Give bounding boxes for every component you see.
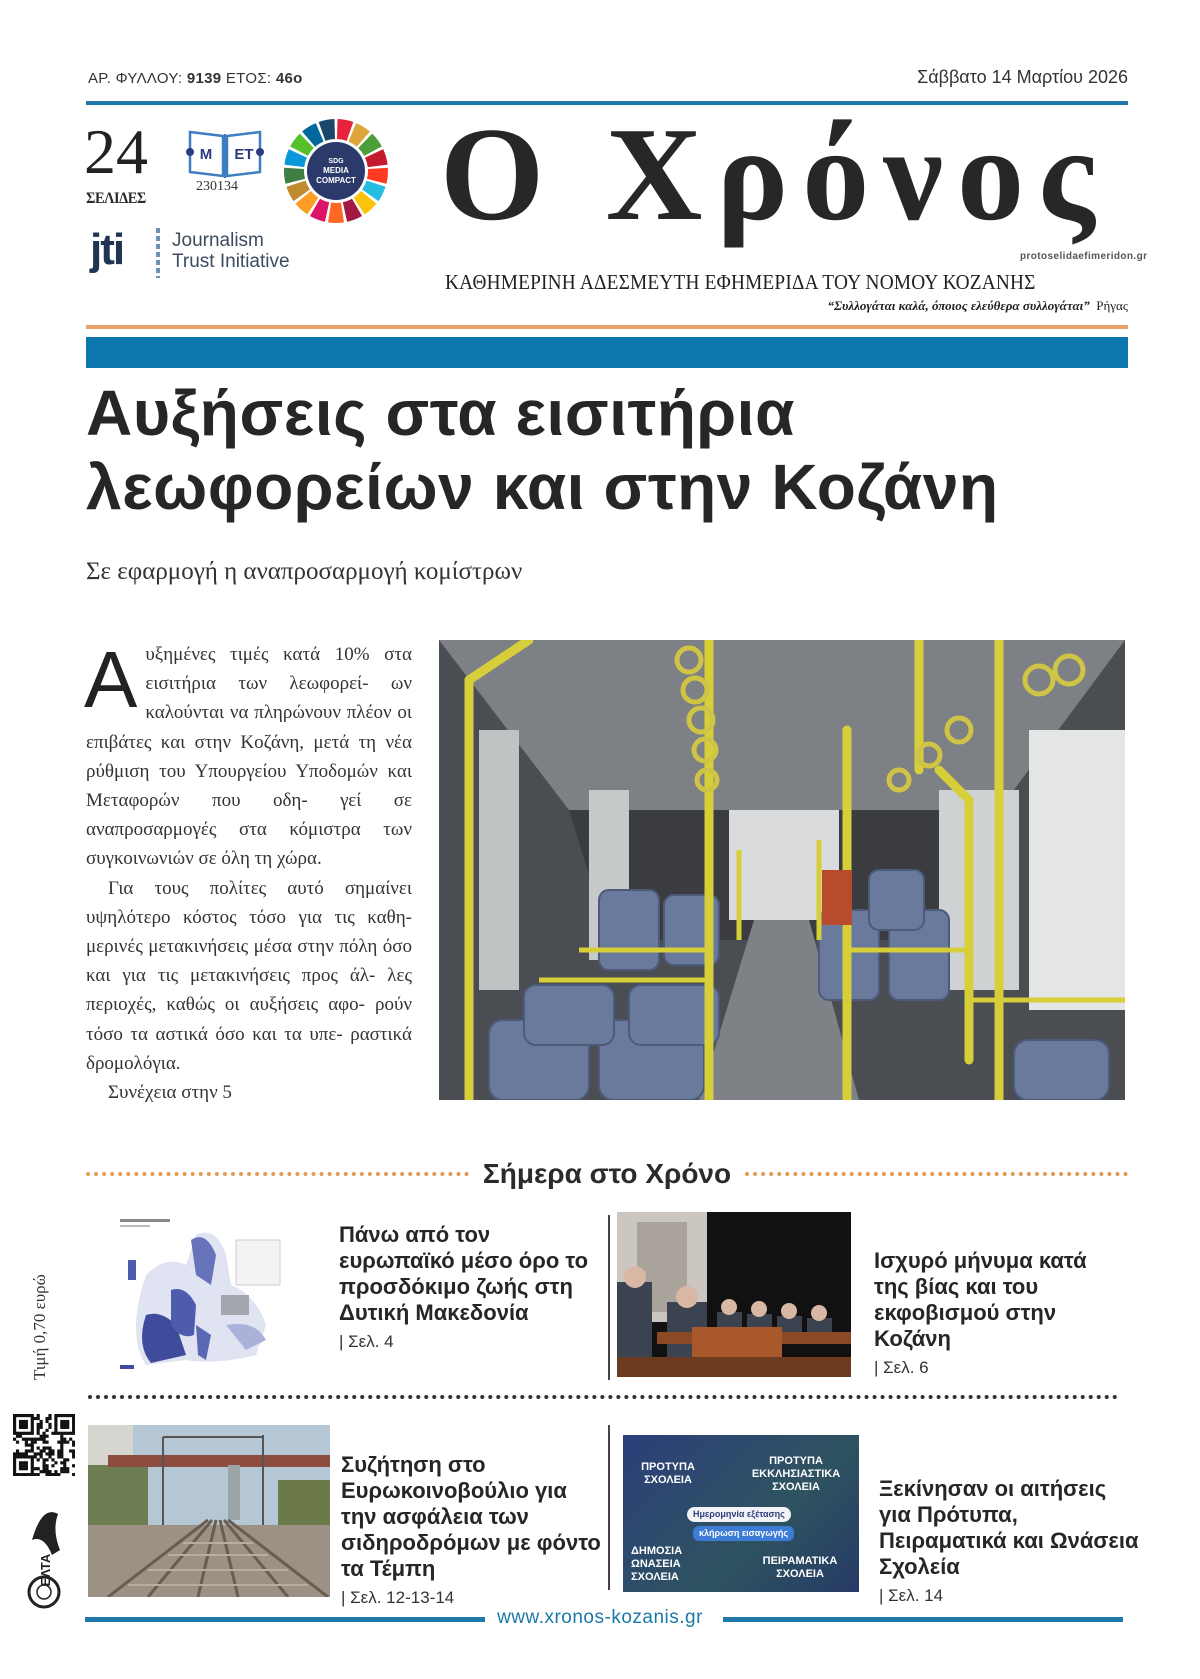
qr-module (60, 1426, 63, 1429)
qr-module (37, 1446, 40, 1449)
qr-module (22, 1467, 25, 1470)
qr-module (19, 1452, 22, 1455)
qr-module (19, 1432, 22, 1435)
qr-module (63, 1414, 66, 1417)
blue-banner-bar (86, 337, 1128, 368)
masthead-logo: Ο Χρόνος (440, 100, 1109, 248)
tagline: ΚΑΘΗΜΕΡΙΝΗ ΑΔΕΣΜΕΥΤΗ ΕΦΗΜΕΡΙΔΑ ΤΟΥ ΝΟΜΟΥ ΚΟΖΑΝΗΣ (445, 270, 1036, 294)
qr-module (43, 1438, 46, 1441)
qr-module (60, 1414, 63, 1417)
qr-module (16, 1435, 19, 1438)
qr-module (48, 1452, 51, 1455)
sdg-logo-text: SDG (328, 158, 344, 165)
qr-module (31, 1438, 34, 1441)
qr-module (60, 1446, 63, 1449)
qr-module (13, 1414, 16, 1417)
qr-module (34, 1473, 37, 1476)
qr-module (13, 1432, 16, 1435)
qr-module (43, 1441, 46, 1444)
qr-module (19, 1455, 22, 1458)
qr-module (13, 1426, 16, 1429)
qr-module (19, 1435, 22, 1438)
dotted-divider (86, 1172, 469, 1176)
qr-module (25, 1441, 28, 1444)
qr-module (16, 1432, 19, 1435)
qr-module (37, 1429, 40, 1432)
qr-module (54, 1426, 57, 1429)
qr-module (25, 1420, 28, 1423)
qr-module (22, 1432, 25, 1435)
qr-module (43, 1458, 46, 1461)
continued-link[interactable]: Συνέχεια στην 5 (108, 1082, 232, 1104)
qr-module (72, 1420, 75, 1423)
qr-module (13, 1452, 16, 1455)
qr-module (66, 1432, 69, 1435)
jti-divider-icon (156, 228, 160, 278)
teaser-page-ref: | Σελ. 6 (874, 1358, 929, 1377)
qr-module (28, 1438, 31, 1441)
sdg-wheel-segment (284, 168, 305, 184)
railway-tracks-photo[interactable] (88, 1425, 330, 1597)
teaser-title[interactable]: Πάνω από τον ευρωπαϊκό μέσο όρο το προσδόκιμο ζωής στη Δυτική Μακεδονία (339, 1222, 589, 1325)
qr-module (22, 1423, 25, 1426)
qr-module (19, 1426, 22, 1429)
qr-module (40, 1420, 43, 1423)
qr-module (54, 1470, 57, 1473)
qr-module (22, 1420, 25, 1423)
qr-module (13, 1470, 16, 1473)
qr-module (72, 1441, 75, 1444)
qr-module (31, 1467, 34, 1470)
qr-module (40, 1435, 43, 1438)
lead-article-body: Αυξημένες τιμές κατά 10% στα εισιτήρια των λεωφορεί- ων καλούνται να πληρώνουν πλέον οι επιβάτες και στην Κοζάνη, μετά τη νέα ρύθμιση του Υπουργείου Υποδομών και Μεταφορών που οδη- γεί σε αναπροσαρμογές στα κόμιστρα των συγκοινωνιών σε όλη τη χώρα. Για τους πολίτες αυτό σημαίνει υψηλότερο κόστος τόσο για τις καθη- μερινές μετακινήσεις μέσα στην πόλη όσο και για τις μετακινήσεις προς άλ- λες περιοχές, καθώς οι αυξήσεις αφο- ρούν τόσο τα αστικά όσο και τα υπε- ραστικά δρομολόγια. Συνέχεια στην 5 (86, 640, 412, 1107)
qr-module (72, 1414, 75, 1417)
qr-module (54, 1417, 57, 1420)
qr-module (66, 1470, 69, 1473)
teaser-page-ref: | Σελ. 14 (879, 1586, 944, 1605)
qr-module (25, 1461, 28, 1464)
column-divider (608, 1425, 610, 1590)
qr-module (37, 1458, 40, 1461)
website-link[interactable]: www.xronos-kozanis.gr (497, 1607, 703, 1628)
qr-module (72, 1429, 75, 1432)
qr-module (45, 1441, 48, 1444)
qr-module (72, 1423, 75, 1426)
qr-module (19, 1461, 22, 1464)
qr-module (25, 1423, 28, 1426)
qr-module (43, 1446, 46, 1449)
teaser-page-ref: | Σελ. 4 (339, 1332, 394, 1351)
conference-panel-photo[interactable] (617, 1212, 851, 1377)
qr-module (40, 1423, 43, 1426)
qr-module (28, 1432, 31, 1435)
qr-module (13, 1423, 16, 1426)
qr-module (31, 1420, 34, 1423)
qr-module (25, 1432, 28, 1435)
qr-module (45, 1417, 48, 1420)
qr-module (31, 1444, 34, 1447)
qr-module (37, 1438, 40, 1441)
motto: “Συλλογάται καλά, όποιος ελεύθερα συλλογάται” Ρήγας (827, 298, 1128, 313)
qr-module (31, 1464, 34, 1467)
qr-module (13, 1455, 16, 1458)
qr-module (25, 1464, 28, 1467)
qr-module (31, 1446, 34, 1449)
qr-module (16, 1414, 19, 1417)
qr-module (54, 1423, 57, 1426)
qr-module (28, 1444, 31, 1447)
qr-module (22, 1438, 25, 1441)
pages-label: ΣΕΛΙΔΕΣ (86, 190, 146, 207)
qr-module (16, 1452, 19, 1455)
qr-module (13, 1458, 16, 1461)
dotted-divider (88, 1395, 1118, 1399)
lead-headline[interactable]: Αυξήσεις στα εισιτήρια λεωφορείων και στην Κοζάνη (86, 377, 999, 523)
qr-module (69, 1449, 72, 1452)
qr-module (45, 1470, 48, 1473)
qr-module (45, 1420, 48, 1423)
qr-module (60, 1423, 63, 1426)
qr-module (34, 1441, 37, 1444)
qr-module (60, 1461, 63, 1464)
qr-module (25, 1426, 28, 1429)
met-logo-icon (186, 128, 264, 180)
svg-text:ET: ET (234, 146, 254, 163)
qr-module (13, 1420, 16, 1423)
qr-module (25, 1473, 28, 1476)
qr-module (25, 1455, 28, 1458)
qr-module (57, 1449, 60, 1452)
qr-module (43, 1464, 46, 1467)
qr-module (60, 1438, 63, 1441)
qr-module (19, 1423, 22, 1426)
qr-module (57, 1473, 60, 1476)
qr-module (37, 1414, 40, 1417)
qr-module (60, 1441, 63, 1444)
qr-module (13, 1473, 16, 1476)
qr-module (22, 1473, 25, 1476)
qr-module (63, 1438, 66, 1441)
qr-module (31, 1417, 34, 1420)
qr-module (60, 1452, 63, 1455)
issue-date: Σάββατο 14 Μαρτίου 2026 (917, 67, 1128, 87)
qr-module (40, 1470, 43, 1473)
price-label: Τιμή 0,70 ευρώ (30, 1274, 49, 1380)
qr-module (60, 1467, 63, 1470)
qr-module (48, 1446, 51, 1449)
qr-module (48, 1455, 51, 1458)
qr-module (57, 1441, 60, 1444)
pages-count: 24 (84, 116, 148, 187)
svg-text:ΕΛΤΑ: ΕΛΤΑ (38, 1553, 53, 1587)
column-divider (608, 1215, 610, 1380)
qr-module (63, 1470, 66, 1473)
qr-module (45, 1473, 48, 1476)
qr-module (66, 1467, 69, 1470)
teaser-title[interactable]: Συζήτηση στο Ευρωκοινοβούλιο για την ασφάλεια των σιδηροδρόμων με φόντο τα Τέμπη (341, 1452, 601, 1581)
qr-module (72, 1417, 75, 1420)
qr-module (22, 1455, 25, 1458)
qr-module (34, 1455, 37, 1458)
qr-module (37, 1432, 40, 1435)
qr-module (28, 1449, 31, 1452)
section-today-header: Σήμερα στο Χρόνο (86, 1156, 1128, 1192)
qr-module (60, 1435, 63, 1438)
qr-module (28, 1455, 31, 1458)
qr-module (57, 1432, 60, 1435)
bus-interior-photo (439, 640, 1125, 1100)
qr-module (51, 1464, 54, 1467)
qr-module (66, 1414, 69, 1417)
qr-module (63, 1464, 66, 1467)
qr-module (45, 1435, 48, 1438)
qr-module (63, 1423, 66, 1426)
qr-module (66, 1426, 69, 1429)
qr-module (51, 1449, 54, 1452)
qr-module (31, 1461, 34, 1464)
qr-module (45, 1452, 48, 1455)
teaser-title[interactable]: Ξεκίνησαν οι αιτήσεις για Πρότυπα, Πειραματικά και Ωνάσεια Σχολεία (879, 1476, 1139, 1579)
qr-module (43, 1435, 46, 1438)
qr-module (51, 1458, 54, 1461)
dotted-divider (745, 1172, 1128, 1176)
europe-life-expectancy-map-image[interactable] (116, 1215, 284, 1375)
qr-module (31, 1455, 34, 1458)
elta-postage-logo-icon (22, 1500, 66, 1610)
qr-module (45, 1464, 48, 1467)
qr-module (54, 1429, 57, 1432)
qr-module (25, 1467, 28, 1470)
qr-module (13, 1417, 16, 1420)
qr-module (51, 1473, 54, 1476)
issue-info: ΑΡ. ΦΥΛΛΟΥ: 9139 ΕΤΟΣ: 46ο (88, 70, 303, 87)
qr-module (51, 1432, 54, 1435)
qr-module (51, 1452, 54, 1455)
qr-module (40, 1449, 43, 1452)
qr-module (19, 1420, 22, 1423)
qr-module (22, 1452, 25, 1455)
watermark: protoselidaefimeridon.gr (1020, 251, 1148, 262)
qr-module (45, 1446, 48, 1449)
qr-module (19, 1414, 22, 1417)
qr-module (63, 1441, 66, 1444)
qr-module (63, 1461, 66, 1464)
qr-module (72, 1452, 75, 1455)
sdg-logo-text: COMPACT (316, 176, 356, 185)
qr-module (60, 1470, 63, 1473)
qr-module (45, 1429, 48, 1432)
met-number: 230134 (196, 179, 238, 194)
teaser (339, 1222, 589, 1352)
drop-cap: Α (84, 635, 138, 724)
qr-module (69, 1438, 72, 1441)
qr-module (54, 1420, 57, 1423)
qr-module (69, 1432, 72, 1435)
qr-module (31, 1458, 34, 1461)
qr-module (40, 1438, 43, 1441)
qr-module (13, 1464, 16, 1467)
qr-module (69, 1414, 72, 1417)
qr-module (25, 1438, 28, 1441)
qr-module (16, 1455, 19, 1458)
qr-module (28, 1473, 31, 1476)
qr-module (48, 1414, 51, 1417)
qr-module (31, 1426, 34, 1429)
qr-module (60, 1449, 63, 1452)
qr-module (28, 1414, 31, 1417)
qr-module (25, 1414, 28, 1417)
qr-module (34, 1438, 37, 1441)
qr-module (43, 1449, 46, 1452)
svg-text:M: M (199, 146, 213, 163)
qr-module (54, 1432, 57, 1435)
qr-module (63, 1420, 66, 1423)
qr-module (66, 1458, 69, 1461)
qr-module (63, 1467, 66, 1470)
qr-module (48, 1426, 51, 1429)
qr-module (43, 1432, 46, 1435)
qr-module (72, 1444, 75, 1447)
qr-module (37, 1423, 40, 1426)
qr-module (19, 1464, 22, 1467)
qr-module (22, 1426, 25, 1429)
sdg-wheel-segment (328, 203, 344, 223)
qr-module (48, 1417, 51, 1420)
qr-module (40, 1455, 43, 1458)
teaser-page-ref: | Σελ. 12-13-14 (341, 1588, 455, 1607)
qr-module (57, 1455, 60, 1458)
qr-module (13, 1429, 16, 1432)
qr-module (43, 1461, 46, 1464)
teaser (341, 1452, 601, 1608)
qr-module (60, 1432, 63, 1435)
qr-module (37, 1473, 40, 1476)
qr-module (60, 1444, 63, 1447)
qr-module (13, 1461, 16, 1464)
lead-subhead: Σε εφαρμογή η αναπροσαρμογή κομίστρων (86, 558, 523, 585)
schools-application-image[interactable]: ΠΡΟΤΥΠΑ ΣΧΟΛΕΙΑ ΠΡΟΤΥΠΑ ΕΚΚΛΗΣΙΑΣΤΙΚΑ ΣΧΟΛΕΙΑ Ημερομηνία εξέτασης κλήρωση εισαγωγής ΔΗΜΟΣΙΑ ΩΝΑΣΕΙΑ ΣΧΟΛΕΙΑ ΠΕΙΡΑΜΑΤΙΚΑ ΣΧΟΛΕΙΑ (623, 1435, 859, 1592)
qr-module (31, 1414, 34, 1417)
qr-module (54, 1414, 57, 1417)
qr-module (22, 1461, 25, 1464)
qr-module (37, 1452, 40, 1455)
qr-module (66, 1441, 69, 1444)
qr-module (66, 1423, 69, 1426)
qr-module (31, 1441, 34, 1444)
qr-module (16, 1441, 19, 1444)
qr-module (45, 1467, 48, 1470)
qr-module (72, 1464, 75, 1467)
qr-module (63, 1426, 66, 1429)
qr-module (22, 1414, 25, 1417)
qr-module (16, 1473, 19, 1476)
qr-module (48, 1473, 51, 1476)
qr-module (13, 1438, 16, 1441)
qr-module (72, 1426, 75, 1429)
qr-module (16, 1449, 19, 1452)
qr-module (72, 1432, 75, 1435)
qr-module (22, 1464, 25, 1467)
teaser (874, 1248, 1124, 1378)
orange-divider (86, 325, 1128, 329)
qr-module (19, 1467, 22, 1470)
qr-module (48, 1449, 51, 1452)
qr-module (31, 1423, 34, 1426)
sdg-wheel-segment (367, 168, 388, 184)
qr-module (25, 1444, 28, 1447)
qr-module (34, 1467, 37, 1470)
qr-module (54, 1461, 57, 1464)
qr-module (48, 1423, 51, 1426)
qr-module (43, 1467, 46, 1470)
qr-module (72, 1473, 75, 1476)
qr-module (66, 1420, 69, 1423)
qr-module (54, 1473, 57, 1476)
qr-module (34, 1452, 37, 1455)
qr-module (37, 1417, 40, 1420)
qr-module (40, 1426, 43, 1429)
qr-module (31, 1470, 34, 1473)
sdg-logo-text: MEDIA (323, 166, 349, 175)
qr-module (63, 1432, 66, 1435)
qr-module (60, 1420, 63, 1423)
qr-module (34, 1417, 37, 1420)
qr-module (31, 1473, 34, 1476)
qr-module (31, 1432, 34, 1435)
qr-module (72, 1455, 75, 1458)
qr-module (31, 1429, 34, 1432)
qr-module (63, 1458, 66, 1461)
qr-module (57, 1452, 60, 1455)
qr-module (45, 1458, 48, 1461)
qr-module (31, 1449, 34, 1452)
qr-module (60, 1455, 63, 1458)
jti-logo: jti Journalism Trust Initiative (90, 228, 123, 272)
qr-module (72, 1449, 75, 1452)
sdg-media-compact-logo-icon (283, 118, 389, 224)
qr-module (43, 1470, 46, 1473)
qr-module (40, 1452, 43, 1455)
qr-module (25, 1449, 28, 1452)
qr-module (37, 1426, 40, 1429)
qr-module (37, 1467, 40, 1470)
teaser (879, 1476, 1139, 1606)
teaser-title[interactable]: Ισχυρό μήνυμα κατά της βίας και του εκφοβισμού στην Κοζάνη (874, 1248, 1087, 1351)
qr-module (48, 1470, 51, 1473)
qr-module (57, 1414, 60, 1417)
qr-module (19, 1473, 22, 1476)
qr-code-icon[interactable] (13, 1414, 75, 1476)
qr-module (25, 1452, 28, 1455)
qr-module (13, 1467, 16, 1470)
